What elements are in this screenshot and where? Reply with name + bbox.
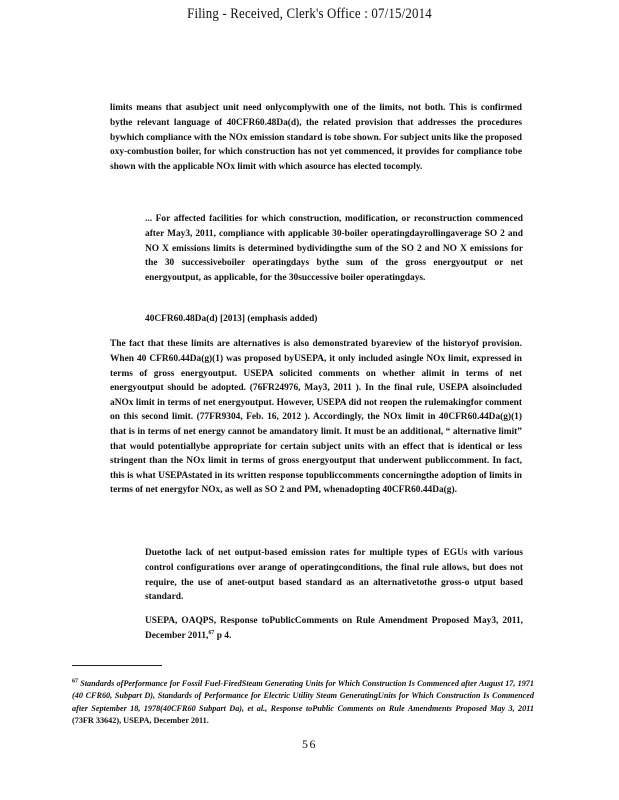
footnote (72, 678, 534, 727)
quote-citation-2-text: USEPA, OAQPS, Response toPublicComments on Rule Amendment Proposed May3, 2011, December 2011, (145, 616, 523, 641)
footnote-reference: 67 (208, 629, 215, 636)
footnote-text-plain: (73FR 33642), USEPA, December 2011. (72, 715, 209, 725)
filing-stamp-header: Filing - Received, Clerk's Office : 07/15/2014 (187, 6, 432, 22)
page-number: 56 (302, 737, 317, 751)
footnote-text-italic: Standards ofPerformance for Fossil Fuel-FiredSteam Generating Units for Which Construction Is Commenced after August 17, 1971 (40 CFR60, Subpart D), Standards of Performance for Electric Utility Steam GeneratingUnits for Which Construction Is Commenced after September 18, 1978(40CFR60 Subpart Da), et al., Response toPublic Comments on Rule Amendments Proposed May 3, 2011 (72, 679, 534, 713)
quote-citation-2 (145, 614, 523, 643)
block-quote-2: Duetothe lack of net output-based emission rates for multiple types of EGUs with various control configurations over arange of operatingconditions, the final rule allows, but does not require, the use of anet-output based standard as an alternativetothe gross-o utput based standard. (145, 548, 523, 603)
footnote-number: 67 (72, 678, 78, 685)
citation-page: p 4. (216, 630, 232, 641)
body-paragraph-2: The fact that these limits are alternatives is also demonstrated byareview of the historyof provision. When 40 CFR60.44Da(g)(1) was proposed byUSEPA, it only included asingle NOx limit, expressed in terms of gross energyoutput. USEPA solicited comments on whether alimit in terms of net energyoutput should be adopted. (76FR24976, May3, 2011 ). In the final rule, USEPA alsoincluded aNOx limit in terms of net energyoutput. However, USEPA did not reopen the rulemakingfor comment on this second limit. (77FR9304, Feb. 16, 2012 ). Accordingly, the NOx limit in 40CFR60.44Da(g)(1) that is in terms of net energy cannot be amandatory limit. It must be an additional, “ alternative limit” that would potentiallybe appropriate for certain subject units with an effect that is identical or less stringent than the NOx limit in terms of gross energyoutput that underwent publiccomment. In fact, this is what USEPAstated in its written response topubliccomments concerningthe adoption of limits in terms of net energyfor NOx, as well as SO 2 and PM, whenadopting 40CFR60.44Da(g). (110, 339, 522, 496)
block-quote-1: ... For affected facilities for which construction, modification, or reconstruction commenced after May3, 2011, compliance with applicable 30-boiler operatingdayrollingaverage SO 2 and NO X emissions limits is determined bydividingthe sum of the SO 2 and NO X emissions for the 30 successiveboiler operatingdays bythe sum of the gross energyoutput or net energyoutput, as applicable, for the 30successive boiler operatingdays. (145, 214, 523, 283)
footnote-divider (72, 665, 162, 666)
body-paragraph-1: limits means that asubject unit need onlycomplywith one of the limits, not both. This is confirmed bythe relevant language of 40CFR60.48Da(d), the related provision that addresses the procedures bywhich compliance with the NOx emission standard is tobe shown. For subject units like the proposed oxy-combustion boiler, for which construction has not yet commenced, it provides for compliance tobe shown with the applicable NOx limit with which asource has elected tocomply. (110, 103, 522, 172)
quote-citation-1: 40CFR60.48Da(d) [2013] (emphasis added) (145, 314, 318, 325)
